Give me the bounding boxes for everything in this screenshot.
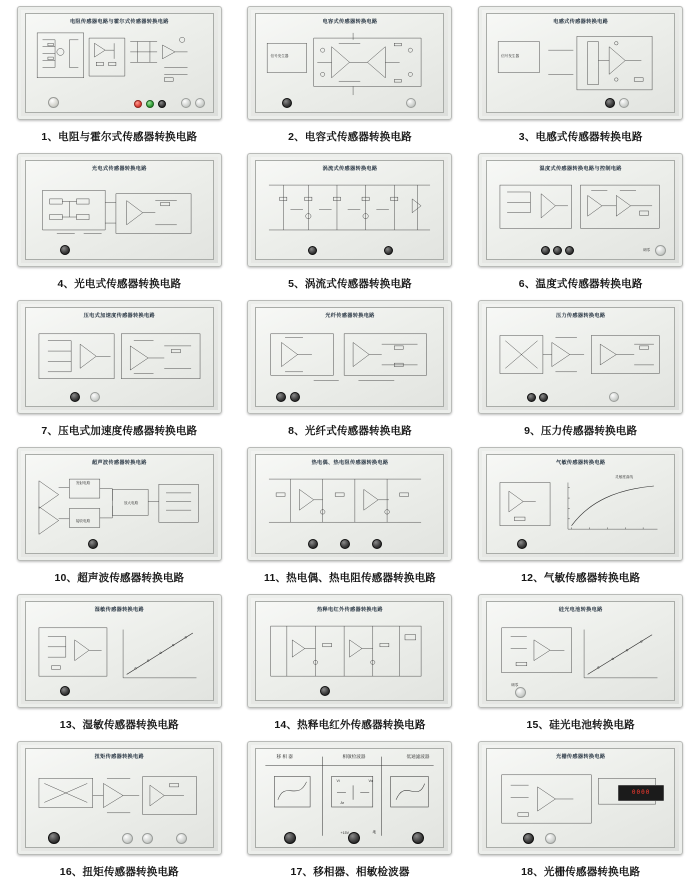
jack-1-4[interactable] (158, 100, 166, 108)
jack-7-1[interactable] (70, 392, 80, 402)
knob-15-1[interactable] (515, 687, 526, 698)
jack-13-1[interactable] (60, 686, 70, 696)
board-11[interactable] (247, 447, 452, 561)
board-3[interactable] (478, 6, 683, 120)
terminal-label-17-ar: Ar (340, 801, 345, 805)
board-title-6: 温度式传感器转换电路与控制电路 (539, 166, 622, 172)
board-title-15: 硅光电池转换电路 (558, 607, 603, 613)
circuit-diagram-17 (260, 753, 439, 843)
knob-label-15: 调零 (511, 683, 519, 687)
jack-16-1[interactable] (48, 832, 60, 844)
circuit-diagram-18 (491, 761, 670, 843)
board-block-label-3: 信号发生器 (501, 54, 520, 58)
panel-cell-10[interactable] (8, 447, 231, 594)
board-inner-18 (486, 748, 675, 848)
graph-title-12: 灵敏度曲线 (615, 475, 634, 479)
circuit-diagram-16 (30, 761, 209, 843)
panel-cell-16[interactable] (8, 741, 231, 888)
board-10[interactable] (17, 447, 222, 561)
panel-caption-2: 2、电容式传感器转换电路 (288, 131, 412, 143)
circuit-diagram-11 (260, 467, 439, 549)
circuit-diagram-1 (30, 26, 209, 108)
panel-caption-9: 9、压力传感器转换电路 (524, 425, 638, 437)
board-14[interactable] (247, 594, 452, 708)
board-title-5: 涡流式传感器转换电路 (322, 166, 378, 172)
block-label-10-1: 发射电路 (75, 481, 91, 485)
block-label-10-2: 接收电路 (75, 519, 91, 523)
board-inner-6 (486, 160, 675, 260)
board-12[interactable] (478, 447, 683, 561)
panel-caption-10: 10、超声波传感器转换电路 (54, 572, 185, 584)
panel-cell-14[interactable] (239, 594, 462, 741)
terminal-label-17-gnd: 地 (372, 830, 377, 834)
board-title-3: 电感式传感器转换电路 (553, 19, 609, 25)
board-6[interactable] (478, 153, 683, 267)
section-label-17-1: 移 相 器 (276, 754, 293, 759)
board-title-10: 超声波传感器转换电路 (91, 460, 147, 466)
circuit-diagram-3 (491, 26, 670, 108)
knob-16-3[interactable] (176, 833, 187, 844)
board-18[interactable] (478, 741, 683, 855)
panel-caption-11: 11、热电偶、热电阻传感器转换电路 (263, 572, 436, 584)
circuit-diagram-8 (260, 320, 439, 402)
board-inner-17 (255, 748, 444, 848)
circuit-diagram-6 (491, 173, 670, 255)
circuit-diagram-10 (30, 467, 209, 549)
knob-label-6: 调零 (642, 248, 651, 252)
jack-1-3[interactable] (146, 100, 154, 108)
board-title-13: 湿敏传感器转换电路 (94, 607, 145, 613)
board-7[interactable] (17, 300, 222, 414)
section-label-17-2: 相敏检波器 (342, 754, 366, 759)
panel-cell-1[interactable] (8, 6, 231, 153)
knob-7-1[interactable] (90, 392, 100, 402)
board-title-7: 压电式加速度传感器转换电路 (83, 313, 155, 319)
panel-cell-8[interactable] (239, 300, 462, 447)
terminal-label-17-vo: Vo (368, 779, 373, 783)
board-title-18: 光栅传感器转换电路 (555, 754, 606, 760)
panel-caption-3: 3、电感式传感器转换电路 (518, 131, 643, 143)
circuit-diagram-13 (30, 614, 209, 696)
board-inner-15 (486, 601, 675, 701)
block-label-10-3: 放大电路 (123, 501, 139, 505)
board-2[interactable] (247, 6, 452, 120)
board-13[interactable] (17, 594, 222, 708)
knob-1-2[interactable] (195, 98, 205, 108)
board-inner-12 (486, 454, 675, 554)
circuit-diagram-4 (30, 173, 209, 255)
board-inner-16 (25, 748, 214, 848)
circuit-diagram-5 (260, 173, 439, 255)
panel-caption-16: 16、扭矩传感器转换电路 (59, 866, 179, 878)
board-1[interactable] (17, 6, 222, 120)
board-title-4: 光电式传感器转换电路 (91, 166, 147, 172)
board-title-2: 电容式传感器转换电路 (322, 19, 378, 25)
board-title-16: 扭矩传感器转换电路 (94, 754, 145, 760)
board-9[interactable] (478, 300, 683, 414)
knob-1-1[interactable] (181, 98, 191, 108)
panel-caption-6: 6、温度式传感器转换电路 (518, 278, 643, 290)
board-inner-14 (255, 601, 444, 701)
board-title-11: 热电偶、热电阻传感器转换电路 (311, 460, 389, 466)
terminal-label-17-vi: Vi (336, 779, 340, 783)
board-title-1: 电阻传感器电路与霍尔式传感器转换电路 (69, 19, 169, 25)
board-title-9: 压力传感器转换电路 (555, 313, 606, 319)
panel-caption-14: 14、热释电红外传感器转换电路 (274, 719, 426, 731)
circuit-diagram-7 (30, 320, 209, 402)
board-16[interactable] (17, 741, 222, 855)
panel-cell-6[interactable] (469, 153, 692, 300)
board-inner-13 (25, 601, 214, 701)
board-inner-3 (486, 13, 675, 113)
board-4[interactable] (17, 153, 222, 267)
panel-cell-5[interactable] (239, 153, 462, 300)
board-15[interactable] (478, 594, 683, 708)
board-inner-1 (25, 13, 214, 113)
board-inner-2 (255, 13, 444, 113)
panel-caption-15: 15、硅光电池转换电路 (526, 719, 635, 731)
board-title-12: 气敏传感器转换电路 (555, 460, 606, 466)
board-inner-4 (25, 160, 214, 260)
panel-caption-1: 1、电阻与霍尔式传感器转换电路 (41, 131, 198, 143)
panel-cell-11[interactable] (239, 447, 462, 594)
board-17[interactable] (247, 741, 452, 855)
jack-4-1[interactable] (60, 245, 70, 255)
panel-cell-9[interactable] (469, 300, 692, 447)
panel-caption-17: 17、移相器、相敏检波器 (290, 866, 410, 878)
board-block-label-2: 信号发生器 (270, 54, 289, 58)
jack-10-1[interactable] (88, 539, 98, 549)
board-inner-9 (486, 307, 675, 407)
panel-caption-7: 7、压电式加速度传感器转换电路 (41, 425, 198, 437)
board-5[interactable] (247, 153, 452, 267)
board-8[interactable] (247, 300, 452, 414)
board-inner-5 (255, 160, 444, 260)
panel-caption-5: 5、涡流式传感器转换电路 (288, 278, 412, 290)
panel-cell-15[interactable] (469, 594, 692, 741)
panel-caption-4: 4、光电式传感器转换电路 (57, 278, 182, 290)
jack-1-2[interactable] (134, 100, 142, 108)
digital-display-18: 0000 (618, 785, 664, 801)
panel-cell-3[interactable] (469, 6, 692, 153)
panel-cell-4[interactable] (8, 153, 231, 300)
panel-cell-12[interactable] (469, 447, 692, 594)
jack-1-1[interactable] (48, 97, 59, 108)
panel-cell-7[interactable] (8, 300, 231, 447)
board-inner-10 (25, 454, 214, 554)
panel-caption-13: 13、湿敏传感器转换电路 (59, 719, 179, 731)
panel-cell-17[interactable] (239, 741, 462, 888)
board-inner-7 (25, 307, 214, 407)
board-inner-11 (255, 454, 444, 554)
board-title-14: 热释电红外传感器转换电路 (317, 607, 383, 613)
terminal-label-17-p15v: +15V (340, 831, 349, 835)
panel-caption-12: 12、气敏传感器转换电路 (521, 572, 641, 584)
knob-16-1[interactable] (122, 833, 133, 844)
panel-caption-8: 8、光纤式传感器转换电路 (288, 425, 412, 437)
panel-cell-2[interactable] (239, 6, 462, 153)
circuit-diagram-2 (260, 26, 439, 108)
board-inner-8 (255, 307, 444, 407)
circuit-diagram-12 (491, 467, 670, 549)
board-title-8: 光纤传感器转换电路 (325, 313, 375, 319)
circuit-diagram-14 (260, 614, 439, 696)
panel-caption-18: 18、光栅传感器转换电路 (521, 866, 641, 878)
circuit-diagram-9 (491, 320, 670, 402)
panel-cell-13[interactable] (8, 594, 231, 741)
section-label-17-3: 低通滤波器 (406, 754, 430, 759)
knob-16-2[interactable] (142, 833, 153, 844)
panel-cell-18[interactable] (469, 741, 692, 888)
